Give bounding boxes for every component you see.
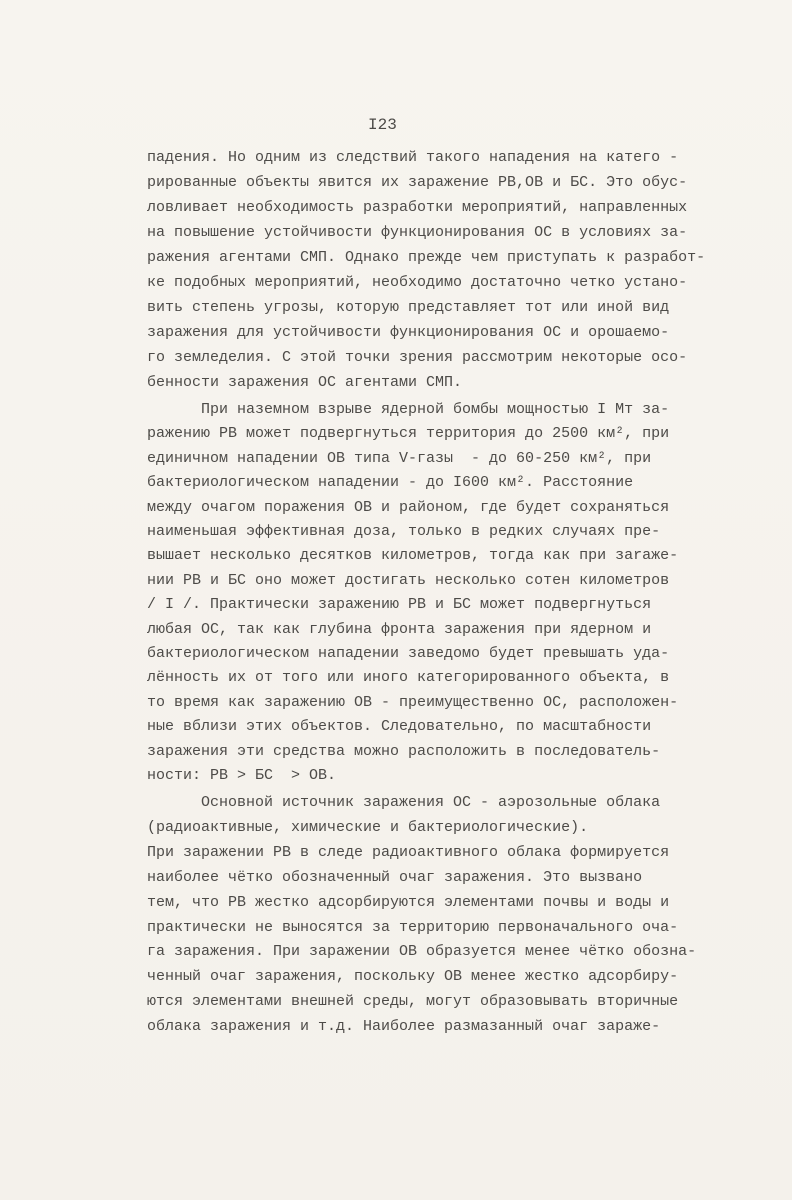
text-line: бенности заражения ОС агентами СМП.: [147, 374, 463, 391]
text-line: При заражении РВ в следе радиоактивного облака формируется: [147, 844, 670, 861]
text-line: наименьшая эффективная доза, только в редких случаях пре-: [147, 523, 661, 540]
text-line: бактериологическом нападении - до I600 км². Расстояние: [147, 474, 634, 491]
text-line: лённость их от того или иного категорированного объекта, в: [147, 669, 670, 686]
text-line: При наземном взрыве ядерной бомбы мощностью I Мт за-: [147, 401, 670, 418]
text-line: вышает несколько десятков километров, тогда как при заraже-: [147, 547, 679, 564]
text-line: облака заражения и т.д. Наиболее размазанный очаг зараже-: [147, 1018, 661, 1035]
text-line: / I /. Практически заражению РВ и БС может подвергнуться: [147, 596, 652, 613]
text-line: то время как заражению ОВ - преимущественно ОС, расположен-: [147, 694, 679, 711]
text-line: практически не выносятся за территорию первоначального оча-: [147, 919, 679, 936]
text-line: ются элементами внешней среды, могут образовывать вторичные: [147, 993, 679, 1010]
text-line: единичном нападении ОВ типа V-газы - до 60-250 км², при: [147, 450, 652, 467]
text-line: заражения для устойчивости функционирования ОС и орошаемо-: [147, 324, 670, 341]
text-line: ченный очаг заражения, поскольку ОВ менее жестко адсорбиру-: [147, 968, 679, 985]
text-line: го земледелия. С этой точки зрения рассмотрим некоторые осо-: [147, 349, 688, 366]
text-line: нии РВ и БС оно может достигать несколько сотен километров: [147, 572, 670, 589]
text-line: наиболее чётко обозначенный очаг заражения. Это вызвано: [147, 869, 643, 886]
text-line: тем, что РВ жестко адсорбируются элементами почвы и воды и: [147, 894, 670, 911]
text-line: ловливает необходимость разработки мероприятий, направленных: [147, 199, 688, 216]
text-line: на повышение устойчивости функционирования ОС в условиях за-: [147, 224, 688, 241]
page-number: I23: [368, 116, 397, 134]
text-line: между очагом поражения ОВ и районом, где будет сохраняться: [147, 499, 670, 516]
text-line: ности: РВ > БС > ОВ.: [147, 767, 337, 784]
text-line: вить степень угрозы, которую представляет тот или иной вид: [147, 299, 670, 316]
text-line: ражения агентами СМП. Однако прежде чем приступать к разработ-: [147, 249, 706, 266]
text-line: любая ОС, так как глубина фронта заражения при ядерном и: [147, 621, 652, 638]
text-line: ке подобных мероприятий, необходимо достаточно четко устано-: [147, 274, 688, 291]
text-line: падения. Но одним из следствий такого нападения на катего -: [147, 149, 679, 166]
text-line: заражения эти средства можно расположить в последователь-: [147, 743, 661, 760]
text-line: ражению РВ может подвергнуться территория до 2500 км², при: [147, 425, 670, 442]
text-line: бактериологическом нападении заведомо будет превышать уда-: [147, 645, 670, 662]
text-line: (радиоактивные, химические и бактериологические).: [147, 819, 589, 836]
text-line: га заражения. При заражении ОВ образуется менее чётко обозна-: [147, 943, 697, 960]
text-line: Основной источник заражения ОС - аэрозольные облака: [147, 794, 661, 811]
text-line: ные вблизи этих объектов. Следовательно, по масштабности: [147, 718, 652, 735]
text-line: рированные объекты явится их заражение РВ,ОВ и БС. Это обус-: [147, 174, 688, 191]
